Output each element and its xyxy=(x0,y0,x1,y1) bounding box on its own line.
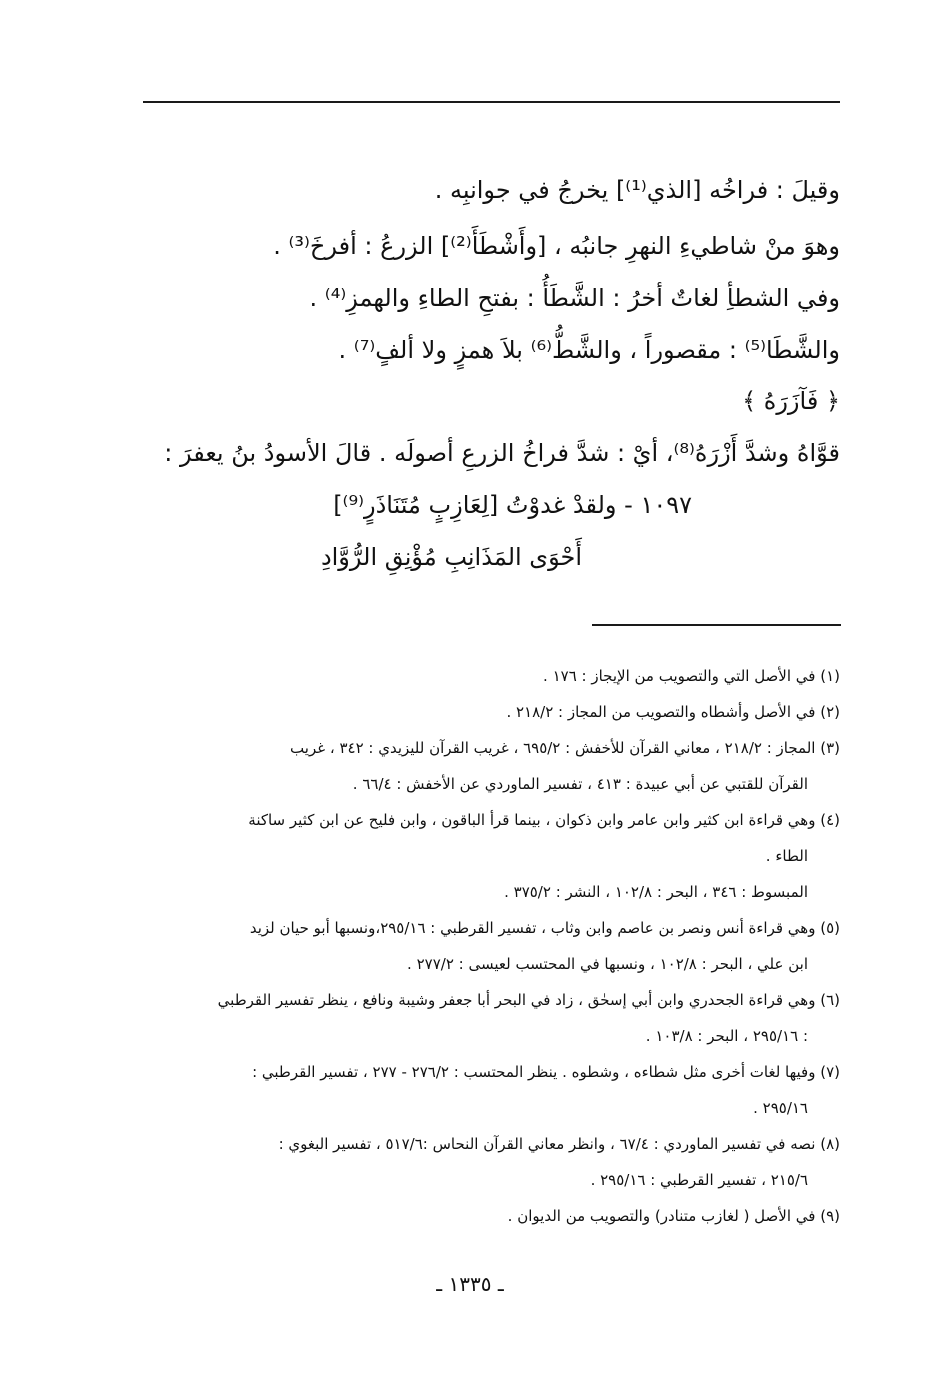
footnote: (٨) نصه في تفسير الماوردي : ٦٧/٤ ، وانظر معاني القرآن النحاس :٥١٧/٦ ، تفسير البغوي : xyxy=(278,1135,840,1153)
footnote-continuation: ٢٩٥/١٦ . xyxy=(753,1099,808,1117)
text-line: وقيلَ : فراخُه [الذي⁽¹⁾] يخرجُ في جوانبِه . xyxy=(434,176,840,204)
footnote: (٥) وهي قراءة أنس ونصر بن عاصم وابن وثاب ، تفسير القرطبي : ٢٩٥/١٦،ونسبها أبو حيان لزيد xyxy=(249,919,840,937)
footnote: (٦) وهي قراءة الجحدري وابن أبي إسحٰق ، زاد في البحر أبا جعفر وشيبة ونافع ، ينظر تفسير القرطبي xyxy=(217,991,840,1009)
text-line: قوَّاهُ وشدَّ أَزْرَهُ⁽⁸⁾، أيْ : شدَّ فراخُ الزرعِ أصولَه . قالَ الأسودُ بنُ يعفرَ : xyxy=(164,439,840,467)
footnote-continuation: ٢١٥/٦ ، تفسير القرطبي : ٢٩٥/١٦ . xyxy=(590,1171,808,1189)
top-divider xyxy=(143,101,840,103)
text-line: والشَّطَا⁽⁵⁾ : مقصوراً ، والشَّطُّ⁽⁶⁾ بلاَ همزٍ ولا ألفٍ⁽⁷⁾ . xyxy=(338,336,840,364)
footnote-continuation: القرآن للقتبي عن أبي عبيدة : ٤١٣ ، تفسير الماوردي عن الأخفش : ٦٦/٤ . xyxy=(352,775,808,793)
footnotes xyxy=(140,658,840,1234)
footnote: (٣) المجاز : ٢١٨/٢ ، معاني القرآن للأخفش : ٦٩٥/٢ ، غريب القرآن لليزيدي : ٣٤٢ ، غريب xyxy=(290,739,840,757)
page-number: ـ ١٣٣٥ ـ xyxy=(436,1272,504,1296)
poem-verse-second-hemistich: أَحْوَى المَذَانِبِ مُؤْنِقِ الرُّوَّادِ xyxy=(320,543,582,571)
footnote: (٧) وفيها لغات أخرى مثل شطاءه ، وشطوه . ينظر المحتسب : ٢٧٦/٢ - ٢٧٧ ، تفسير القرطبي : xyxy=(252,1063,840,1081)
footnote: (٩) في الأصل ( لغازب متنادر) والتصويب من الديوان . xyxy=(507,1207,840,1225)
footnote-continuation: : ٢٩٥/١٦ ، البحر : ١٠٣/٨ . xyxy=(645,1027,808,1045)
poem-verse-first-hemistich: ١٠٩٧ - ولقدْ غدوْتُ [لِعَازِبٍ مُتَنَاذَرٍ⁽⁹⁾] xyxy=(333,491,692,519)
footnote: (٤) وهي قراءة ابن كثير وابن عامر وابن ذكوان ، بينما قرأ الباقون ، وابن فليح عن ابن كثير ساكنة xyxy=(248,811,840,829)
footnote-continuation: ابن علي ، البحر : ١٠٢/٨ ، ونسبها في المحتسب لعيسى : ٢٧٧/٢ . xyxy=(407,955,808,973)
text-line: وهوَ منْ شاطيءِ النهرِ جانبُه ، [وأَشْطَأَ⁽²⁾] الزرعُ : أفرخَ⁽³⁾ . xyxy=(273,232,840,260)
footnote: (١) في الأصل التي والتصويب من الإيجاز : ١٧٦ . xyxy=(543,667,840,685)
footnote-continuation: الطاء . xyxy=(765,847,808,865)
quran-word: ﴿ فَآزَرَهُ ﴾ xyxy=(742,387,840,415)
footnote-divider xyxy=(592,624,841,626)
footnote-continuation: المبسوط : ٣٤٦ ، البحر : ١٠٢/٨ ، النشر : ٣٧٥/٢ . xyxy=(504,883,808,901)
main-text xyxy=(140,175,840,595)
footnote: (٢) في الأصل وأشطاه والتصويب من المجاز : ٢١٨/٢ . xyxy=(506,703,840,721)
text-line: وفي الشطأِ لغاتٌ أخرُ : الشَّطَأُ : بفتحِ الطاءِ والهمزِ⁽⁴⁾ . xyxy=(309,284,840,312)
